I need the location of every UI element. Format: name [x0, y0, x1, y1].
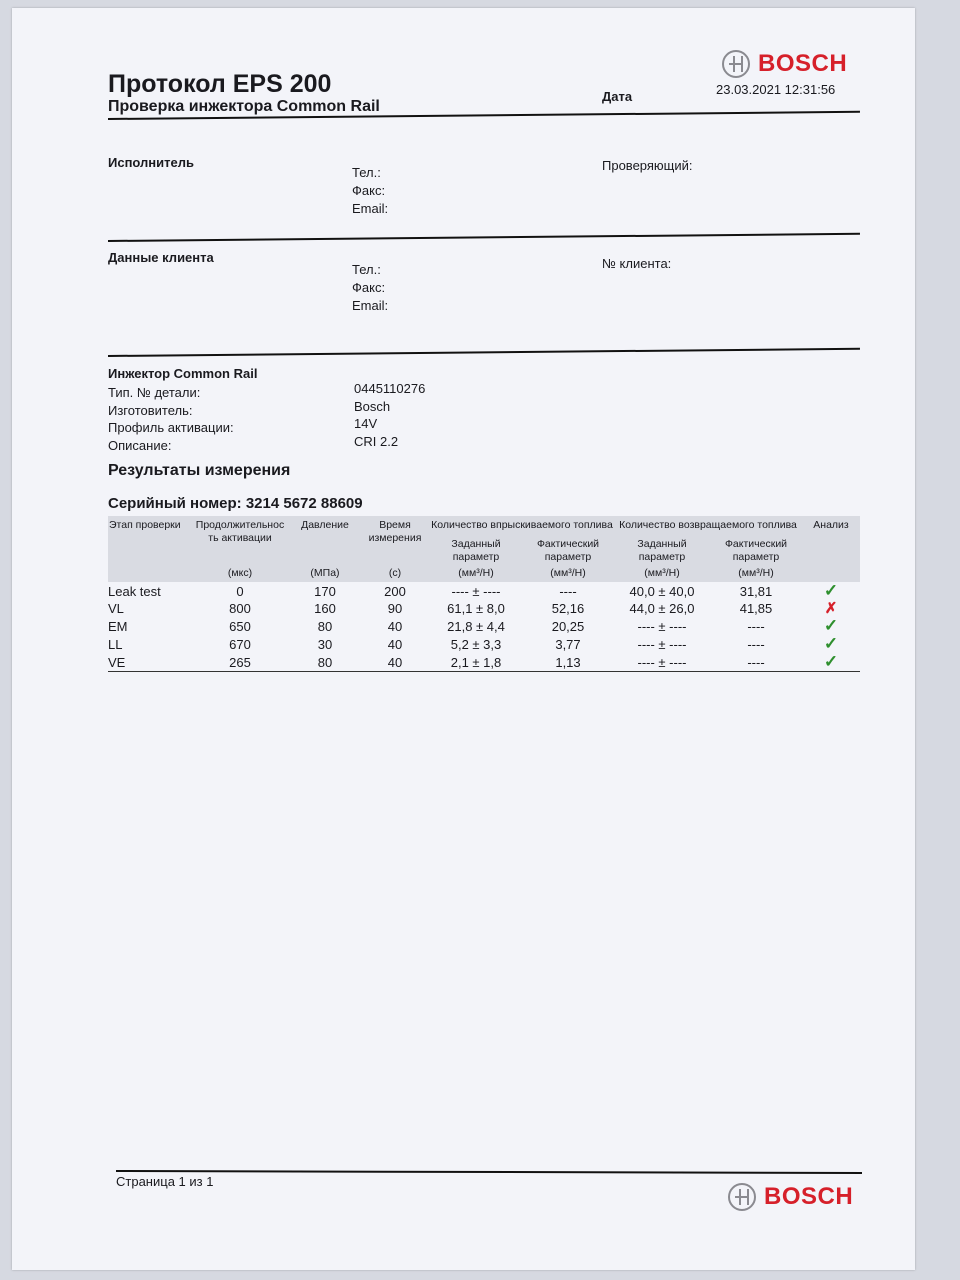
- cell-injected-actual: ----: [559, 583, 577, 599]
- col-stage: Этап проверки: [108, 516, 190, 567]
- description-value: CRI 2.2: [354, 433, 399, 449]
- unit-inj-set: (мм³/Н): [430, 567, 522, 582]
- date-label: Дата: [602, 89, 633, 104]
- cell-returned-set: 44,0 ± 26,0: [629, 601, 695, 616]
- cell-returned-set: ---- ± ----: [637, 618, 687, 634]
- unit-inj-actual: (мм³/Н): [522, 567, 614, 582]
- cell-stage: EM: [108, 618, 128, 634]
- cell-time: 40: [360, 653, 430, 672]
- injector-values: [354, 380, 425, 450]
- bosch-logo-text: BOSCH: [758, 50, 848, 77]
- client-contacts: [352, 261, 388, 315]
- client-number-label: № клиента:: [602, 256, 672, 271]
- unit-ret-set: (мм³/Н): [614, 567, 710, 582]
- cell-duration: 650: [229, 618, 251, 634]
- manufacturer-value: Bosch: [354, 398, 391, 414]
- description-label: Описание:: [108, 437, 172, 453]
- cell-pressure: 170: [314, 583, 336, 599]
- table-row: [108, 653, 860, 672]
- unit-stage-empty: [108, 567, 190, 582]
- unit-pressure: (МПа): [290, 567, 360, 582]
- cell-duration: 670: [229, 636, 251, 652]
- pass-check-icon: ✓: [823, 581, 839, 600]
- bosch-logo-bottom: [728, 1183, 853, 1211]
- injector-heading: Инжектор Common Rail: [108, 366, 258, 381]
- cell-injected-actual: 20,25: [551, 618, 585, 634]
- executor-tel-label: Тел.:: [352, 165, 381, 180]
- cell-returned-set: ---- ± ----: [614, 653, 710, 672]
- cell-returned-actual: 41,85: [739, 601, 773, 616]
- bosch-logo-top: [722, 50, 847, 78]
- results-table: [108, 516, 860, 672]
- col-ret-actual: Фактический параметр: [710, 535, 802, 567]
- bosch-armature-icon: [722, 50, 750, 78]
- page-subtitle: Проверка инжектора Common Rail: [108, 98, 380, 115]
- client-heading: Данные клиента: [108, 250, 214, 265]
- unit-ret-actual: (мм³/Н): [710, 567, 802, 582]
- col-inj-actual: Фактический параметр: [522, 535, 614, 567]
- client-tel-label: Тел.:: [352, 262, 381, 277]
- cell-pressure: 80: [290, 653, 360, 672]
- cell-stage: VE: [108, 653, 190, 672]
- cell-returned-actual: 31,81: [739, 583, 773, 599]
- cell-duration: 265: [190, 653, 290, 672]
- unit-time: (с): [360, 567, 430, 582]
- col-injected: Количество впрыскиваемого топлива: [430, 516, 614, 535]
- cell-duration: 0: [236, 583, 244, 599]
- cell-injected-actual: 52,16: [551, 601, 585, 616]
- cell-time: 40: [387, 618, 403, 634]
- cell-pressure: 30: [317, 636, 333, 652]
- cell-injected-set: 2,1 ± 1,8: [430, 653, 522, 672]
- cell-returned-set: ---- ± ----: [637, 636, 687, 652]
- cell-injected-set: 61,1 ± 8,0: [447, 601, 505, 616]
- pass-check-icon: ✓: [823, 616, 839, 635]
- cell-stage: LL: [108, 636, 123, 652]
- injector-labels: [108, 384, 234, 454]
- executor-contacts: [352, 164, 388, 218]
- serial-number: Серийный номер: 3214 5672 88609: [108, 495, 363, 512]
- pass-check-icon: ✓: [823, 634, 839, 653]
- cell-injected-set: ---- ± ----: [451, 583, 501, 599]
- cell-injected-set: 5,2 ± 3,3: [450, 636, 502, 652]
- cell-time: 40: [387, 636, 403, 652]
- cell-injected-actual: 1,13: [522, 653, 614, 672]
- cell-returned-actual: ----: [710, 653, 802, 672]
- client-email-label: Email:: [352, 298, 389, 313]
- cell-stage: VL: [108, 601, 124, 616]
- cell-time: 90: [387, 601, 403, 616]
- col-ret-set: Заданный параметр: [614, 535, 710, 567]
- col-returned: Количество возвращаемого топлива: [614, 516, 802, 535]
- table-row: [108, 582, 860, 600]
- col-time: Время измерения: [360, 516, 430, 567]
- executor-email-label: Email:: [352, 201, 389, 216]
- table-row: [108, 600, 860, 617]
- executor-fax-label: Факс:: [352, 183, 386, 198]
- unit-duration: (мкс): [190, 567, 290, 582]
- col-pressure: Давление: [290, 516, 360, 567]
- executor-heading: Исполнитель: [108, 155, 194, 170]
- cell-returned-actual: ----: [747, 636, 765, 652]
- activation-profile-value: 14V: [354, 416, 378, 431]
- fail-cross-icon: ✗: [824, 600, 838, 617]
- col-inj-set: Заданный параметр: [430, 535, 522, 567]
- activation-profile-label: Профиль активации:: [108, 420, 234, 435]
- part-number-label: Тип. № детали:: [108, 385, 201, 400]
- cell-pressure: 80: [317, 618, 333, 634]
- cell-duration: 800: [229, 601, 251, 616]
- client-fax-label: Факс:: [352, 280, 386, 295]
- results-heading: Результаты измерения: [108, 462, 291, 479]
- page-title: Протокол EPS 200: [108, 70, 332, 98]
- cell-pressure: 160: [314, 601, 336, 616]
- part-number-value: 0445110276: [354, 381, 426, 396]
- manufacturer-label: Изготовитель:: [108, 402, 193, 418]
- cell-time: 200: [384, 583, 406, 599]
- table-row: [108, 617, 860, 635]
- bosch-logo-text: BOSCH: [764, 1183, 854, 1210]
- cell-injected-actual: 3,77: [555, 636, 581, 652]
- cell-returned-set: 40,0 ± 40,0: [629, 583, 695, 599]
- pass-check-icon: ✓: [802, 653, 860, 672]
- table-row: [108, 635, 860, 653]
- table-units-row: [108, 567, 860, 582]
- page-number: Страница 1 из 1: [116, 1174, 214, 1189]
- table-header-row: [108, 516, 860, 535]
- col-duration: Продолжительнос ть активации: [190, 516, 290, 567]
- bosch-armature-icon: [728, 1183, 756, 1211]
- cell-stage: Leak test: [108, 583, 161, 599]
- date-value: 23.03.2021 12:31:56: [716, 82, 836, 97]
- col-analysis: Анализ: [802, 516, 860, 582]
- cell-returned-actual: ----: [747, 618, 765, 634]
- inspector-label: Проверяющий:: [602, 158, 693, 173]
- cell-injected-set: 21,8 ± 4,4: [447, 618, 505, 634]
